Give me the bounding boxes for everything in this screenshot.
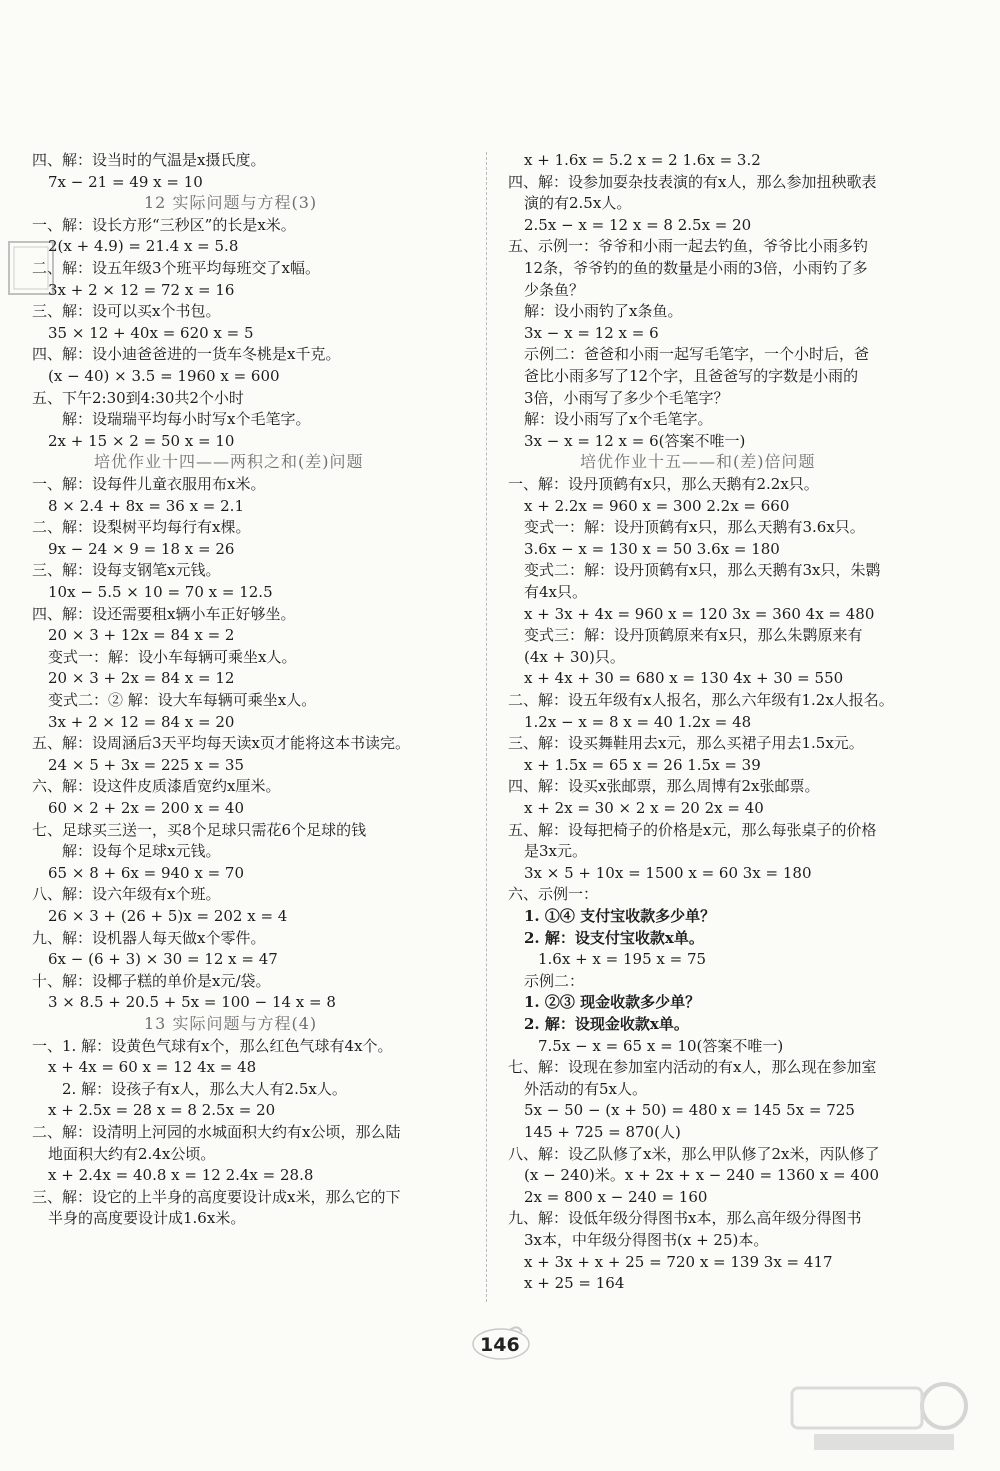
answer-line: 爸比小雨多写了12个字，且爸爸写的字数是小雨的	[524, 367, 859, 385]
answer-line: 三、解：设买舞鞋用去x元，那么买裙子用去1.5x元。	[508, 734, 864, 753]
answer-line: 五、解：设每把椅子的价格是x元，那么每张桌子的价格	[508, 820, 877, 839]
answer-line: 一、解：设丹顶鹤有x只，那么天鹅有2.2x只。	[508, 475, 819, 493]
answer-line: x + 4x + 30 = 680 x = 130 4x + 30 = 550	[524, 669, 844, 688]
answer-line: 变式一：解：设丹顶鹤有x只，那么天鹅有3.6x只。	[524, 518, 865, 537]
answer-line: 三、解：设可以买x个书包。	[32, 302, 221, 321]
answer-line: 20 × 3 + 12x = 84 x = 2	[48, 626, 235, 645]
answer-line: 五、示例一：爷爷和小雨一起去钓鱼，爷爷比小雨多钓	[508, 237, 869, 256]
answer-line: 60 × 2 + 2x = 200 x = 40	[48, 799, 244, 817]
answer-line: 有4x只。	[524, 583, 588, 601]
answer-line: 2. 解：设孩子有x人，那么大人有2.5x人。	[62, 1079, 347, 1098]
answer-line: 六、解：设这件皮质漆盾宽约x厘米。	[32, 777, 281, 796]
answer-line: 1.6x + x = 195 x = 75	[538, 950, 707, 969]
answer-line: x + 3x + x + 25 = 720 x = 139 3x = 417	[524, 1252, 833, 1271]
answer-line: 3 × 8.5 + 20.5 + 5x = 100 − 14 x = 8	[48, 993, 336, 1012]
answer-line: 26 × 3 + (26 + 5)x = 202 x = 4	[48, 907, 288, 925]
answer-line: x + 2.4x = 40.8 x = 12 2.4x = 28.8	[48, 1166, 314, 1185]
answer-line: x + 2.5x = 28 x = 8 2.5x = 20	[48, 1101, 276, 1120]
answer-line: 解：设每个足球x元钱。	[62, 842, 221, 861]
answer-line: 演的有2.5x人。	[524, 194, 632, 213]
answer-line: 7.5x − x = 65 x = 10(答案不唯一)	[538, 1036, 784, 1055]
answer-line: 四、解：设还需要租x辆小车正好够坐。	[32, 604, 296, 623]
answer-line: 2.5x − x = 12 x = 8 2.5x = 20	[524, 215, 752, 234]
watermark-logo	[784, 1378, 984, 1458]
answer-line: 24 × 5 + 3x = 225 x = 35	[48, 755, 244, 774]
answer-line: 示例二：	[524, 971, 585, 990]
answer-line: 二、解：设清明上河园的水城面积大约有x公顷，那么陆	[32, 1123, 401, 1141]
answer-line: 五、下午2:30到4:30共2个小时	[32, 388, 244, 407]
answer-line: 四、解：设小迪爸爸进的一货车冬桃是x千克。	[32, 345, 341, 364]
answer-line: 35 × 12 + 40x = 620 x = 5	[48, 323, 254, 342]
answer-line: 1. ①④ 支付宝收款多少单？	[524, 907, 716, 925]
answer-line: 解：设小雨钓了x条鱼。	[524, 302, 683, 321]
answer-line: 二、解：设五年级3个班平均每班交了x幅。	[32, 259, 321, 277]
answer-line: 一、解：设每件儿童衣服用布x米。	[32, 475, 266, 493]
answer-line: 145 + 725 = 870(人)	[524, 1123, 681, 1141]
answer-line: 七、足球买三送一，买8个足球只需花6个足球的钱	[32, 820, 367, 839]
answer-line: x + 3x + 4x = 960 x = 120 3x = 360 4x = 480	[524, 604, 875, 623]
answer-line: 五、解：设周涵后3天平均每天读x页才能将这本书读完。	[32, 734, 411, 753]
answer-line: 少条鱼？	[524, 280, 585, 299]
answer-line: 9x − 24 × 9 = 18 x = 26	[48, 539, 235, 558]
answer-line: 八、解：设乙队修了x米，那么甲队修了2x米，丙队修了	[508, 1144, 880, 1163]
answer-line: x + 1.6x = 5.2 x = 2 1.6x = 3.2	[524, 151, 761, 169]
answer-line: 2x + 15 × 2 = 50 x = 10	[48, 431, 235, 450]
answer-line: 外活动的有5x人。	[524, 1079, 648, 1098]
answer-line: 七、解：设现在参加室内活动的有x人，那么现在参加室	[508, 1058, 877, 1077]
answer-line: 地面积大约有2.4x公顷。	[48, 1144, 216, 1163]
section-heading: 13 实际问题与方程(4)	[144, 1014, 318, 1033]
section-heading: 培优作业十四——两积之和(差)问题	[94, 452, 364, 472]
answer-line: 变式二：解：设丹顶鹤有x只，那么天鹅有3x只，朱鹮	[524, 561, 881, 580]
answer-line: 二、解：设五年级有x人报名，那么六年级有1.2x人报名。	[508, 691, 894, 709]
answer-line: 九、解：设机器人每天做x个零件。	[32, 928, 266, 947]
answer-line: x + 2x = 30 × 2 x = 20 2x = 40	[524, 799, 764, 817]
stamp-logo	[6, 238, 56, 298]
answer-line: 解：设瑞瑞平均每小时写x个毛笔字。	[62, 410, 311, 429]
answer-line: 3x − x = 12 x = 6(答案不唯一)	[524, 431, 746, 450]
answer-line: 7x − 21 = 49 x = 10	[48, 172, 203, 191]
answer-line: 三、解：设每支钢笔x元钱。	[32, 561, 221, 580]
answer-line: 12条，爷爷钓的鱼的数量是小雨的3倍，小雨钓了多	[524, 259, 868, 277]
answer-line: x + 2.2x = 960 x = 300 2.2x = 660	[524, 496, 790, 515]
answer-line: 示例二：爸爸和小雨一起写毛笔字，一个小时后，爸	[524, 345, 870, 364]
answer-line: 20 × 3 + 2x = 84 x = 12	[48, 669, 235, 688]
section-heading: 培优作业十五——和(差)倍问题	[580, 452, 816, 472]
answer-line: 1.2x − x = 8 x = 40 1.2x = 48	[524, 712, 752, 731]
answer-line: (4x + 30)只。	[524, 647, 625, 666]
answer-line: 一、1. 解：设黄色气球有x个，那么红色气球有4x个。	[32, 1036, 393, 1055]
column-divider	[486, 152, 487, 1302]
answer-line: 十、解：设椰子糕的单价是x元/袋。	[32, 971, 271, 990]
answer-line: x + 4x = 60 x = 12 4x = 48	[48, 1058, 257, 1077]
answer-line: 变式二：② 解：设大车每辆可乘坐x人。	[48, 691, 317, 709]
answer-line: 解：设小雨写了x个毛笔字。	[524, 410, 713, 429]
answer-line: 3x + 2 × 12 = 72 x = 16	[48, 280, 235, 299]
answer-line: 2(x + 4.9) = 21.4 x = 5.8	[48, 237, 239, 256]
answer-line: (x − 240)米。x + 2x + x − 240 = 1360 x = 400	[524, 1166, 880, 1185]
answer-line: 3x × 5 + 10x = 1500 x = 60 3x = 180	[524, 863, 812, 882]
answer-line: 半身的高度要设计成1.6x米。	[48, 1209, 246, 1228]
answer-line: x + 1.5x = 65 x = 26 1.5x = 39	[524, 755, 761, 774]
answer-line: 六、示例一：	[508, 885, 599, 904]
answer-line: 6x − (6 + 3) × 30 = 12 x = 47	[48, 950, 278, 969]
answer-line: 8 × 2.4 + 8x = 36 x = 2.1	[48, 496, 244, 515]
answer-line: 3x − x = 12 x = 6	[524, 323, 659, 342]
answer-line: 三、解：设它的上半身的高度要设计成x米，那么它的下	[32, 1187, 401, 1206]
answer-line: 2. 解：设支付宝收款x单。	[524, 928, 704, 947]
answer-line: 八、解：设六年级有x个班。	[32, 885, 221, 904]
answer-line: 变式三：解：设丹顶鹤原来有x只，那么朱鹮原来有	[524, 626, 863, 645]
answer-line: 二、解：设梨树平均每行有x棵。	[32, 518, 251, 537]
answer-line: 3.6x − x = 130 x = 50 3.6x = 180	[524, 539, 780, 558]
answer-line: 3倍，小雨写了多少个毛笔字？	[524, 388, 729, 407]
answer-line: 65 × 8 + 6x = 940 x = 70	[48, 863, 244, 882]
answer-line: x + 25 = 164	[524, 1274, 625, 1293]
answer-line: 3x本，中年级分得图书(x + 25)本。	[524, 1231, 769, 1249]
answer-line: 是3x元。	[524, 842, 588, 861]
answer-line: 九、解：设低年级分得图书x本，那么高年级分得图书	[508, 1209, 862, 1228]
answer-line: 3x + 2 × 12 = 84 x = 20	[48, 712, 235, 731]
section-heading: 12 实际问题与方程(3)	[144, 193, 318, 213]
answer-line: 一、解：设长方形“三秒区”的长是x米。	[32, 215, 296, 234]
answer-line: 变式一：解：设小车每辆可乘坐x人。	[48, 647, 297, 666]
answer-line: (x − 40) × 3.5 = 1960 x = 600	[48, 367, 280, 385]
page-number: 146	[480, 1334, 520, 1356]
answer-line: 10x − 5.5 × 10 = 70 x = 12.5	[48, 583, 273, 601]
answer-line: 四、解：设买x张邮票，那么周博有2x张邮票。	[508, 777, 820, 796]
answer-line: 四、解：设参加耍杂技表演的有x人，那么参加扭秧歌表	[508, 172, 877, 191]
answer-line: 5x − 50 − (x + 50) = 480 x = 145 5x = 725	[524, 1101, 855, 1120]
answer-line: 四、解：设当时的气温是x摄氏度。	[32, 151, 266, 169]
answer-line: 2x = 800 x − 240 = 160	[524, 1187, 708, 1206]
answer-line: 2. 解：设现金收款x单。	[524, 1015, 689, 1033]
answer-line: 1. ②③ 现金收款多少单？	[524, 993, 701, 1012]
